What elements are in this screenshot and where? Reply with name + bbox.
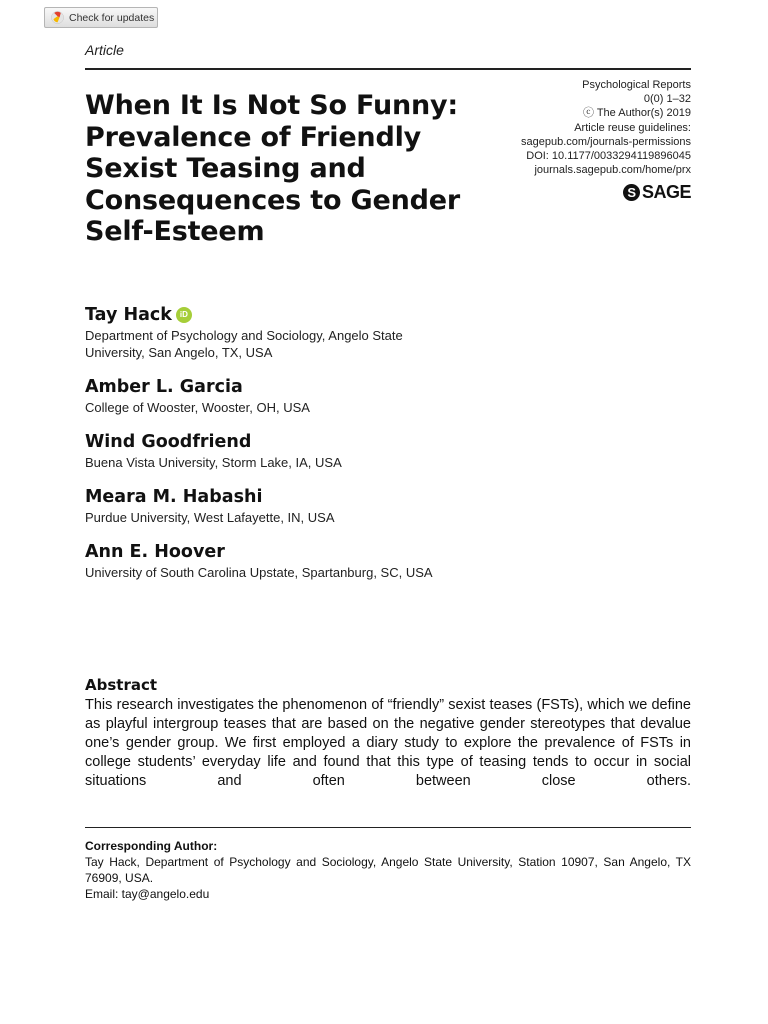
author-name-text: Tay Hack xyxy=(85,305,172,325)
orcid-icon[interactable]: iD xyxy=(176,307,192,323)
author-entry xyxy=(85,304,465,361)
author-entry xyxy=(85,486,465,526)
corresponding-text: Tay Hack, Department of Psychology and Sociology, Angelo State University, Station 10907, San Angelo, TX 76909, USA. xyxy=(85,855,691,885)
abstract-heading: Abstract xyxy=(85,676,158,694)
author-name: Meara M. Habashi xyxy=(85,487,263,507)
author-affiliation: Department of Psychology and Sociology, Angelo State University, San Angelo, TX, USA xyxy=(85,328,403,360)
sage-logo-text: SAGE xyxy=(641,182,691,202)
check-for-updates-button[interactable] xyxy=(44,7,158,28)
author-name: Amber L. Garcia xyxy=(85,377,243,397)
abstract-section xyxy=(85,676,691,791)
journal-info xyxy=(431,78,691,177)
author-entry xyxy=(85,541,465,581)
corresponding-heading: Corresponding Author: xyxy=(85,839,218,853)
reuse-link[interactable]: sagepub.com/journals-permissions xyxy=(521,135,691,148)
journal-link[interactable]: journals.sagepub.com/home/prx xyxy=(534,164,691,177)
author-affiliation: University of South Carolina Upstate, Spartanburg, SC, USA xyxy=(85,565,433,580)
author-name: Ann E. Hoover xyxy=(85,542,225,562)
author-list xyxy=(85,304,465,596)
paper-title: When It Is Not So Funny: Prevalence of Friendly Sexist Teasing and Consequences to Gender Self-Esteem xyxy=(85,90,460,247)
author-name: Wind Goodfriend xyxy=(85,432,252,452)
check-for-updates-icon xyxy=(51,11,64,24)
author-affiliation: Purdue University, West Lafayette, IN, USA xyxy=(85,510,335,525)
reuse-label: Article reuse guidelines: xyxy=(574,121,691,134)
header-divider xyxy=(85,68,691,70)
author-affiliation: College of Wooster, Wooster, OH, USA xyxy=(85,400,310,415)
footnote-divider xyxy=(85,827,691,828)
article-type-label: Article xyxy=(85,42,124,58)
abstract-text: This research investigates the phenomenon of “friendly” sexist teases (FSTs), which we define as playful intergroup teases that are based on the negative gender stereotypes that devalue one’s gender group. We first employed a diary study to explore the prevalence of FSTs in college students’ everyday life and found that this type of teasing tends to occur in social situations and often between close others. xyxy=(85,697,691,789)
corresponding-author xyxy=(85,838,691,902)
journal-issue: 0(0) 1–32 xyxy=(643,93,691,106)
author-entry xyxy=(85,376,465,416)
check-for-updates-label: Check for updates xyxy=(69,11,155,24)
author-affiliation: Buena Vista University, Storm Lake, IA, USA xyxy=(85,455,342,470)
author-entry xyxy=(85,431,465,471)
doi-link[interactable]: DOI: 10.1177/0033294119896045 xyxy=(526,150,691,163)
sage-logo xyxy=(623,182,691,203)
journal-name: Psychological Reports xyxy=(582,79,691,91)
sage-logo-icon: S xyxy=(623,184,640,201)
copyright-notice: ⓒ The Author(s) 2019 xyxy=(582,107,691,120)
corresponding-email[interactable]: Email: tay@angelo.edu xyxy=(85,887,210,901)
author-name xyxy=(85,304,465,326)
